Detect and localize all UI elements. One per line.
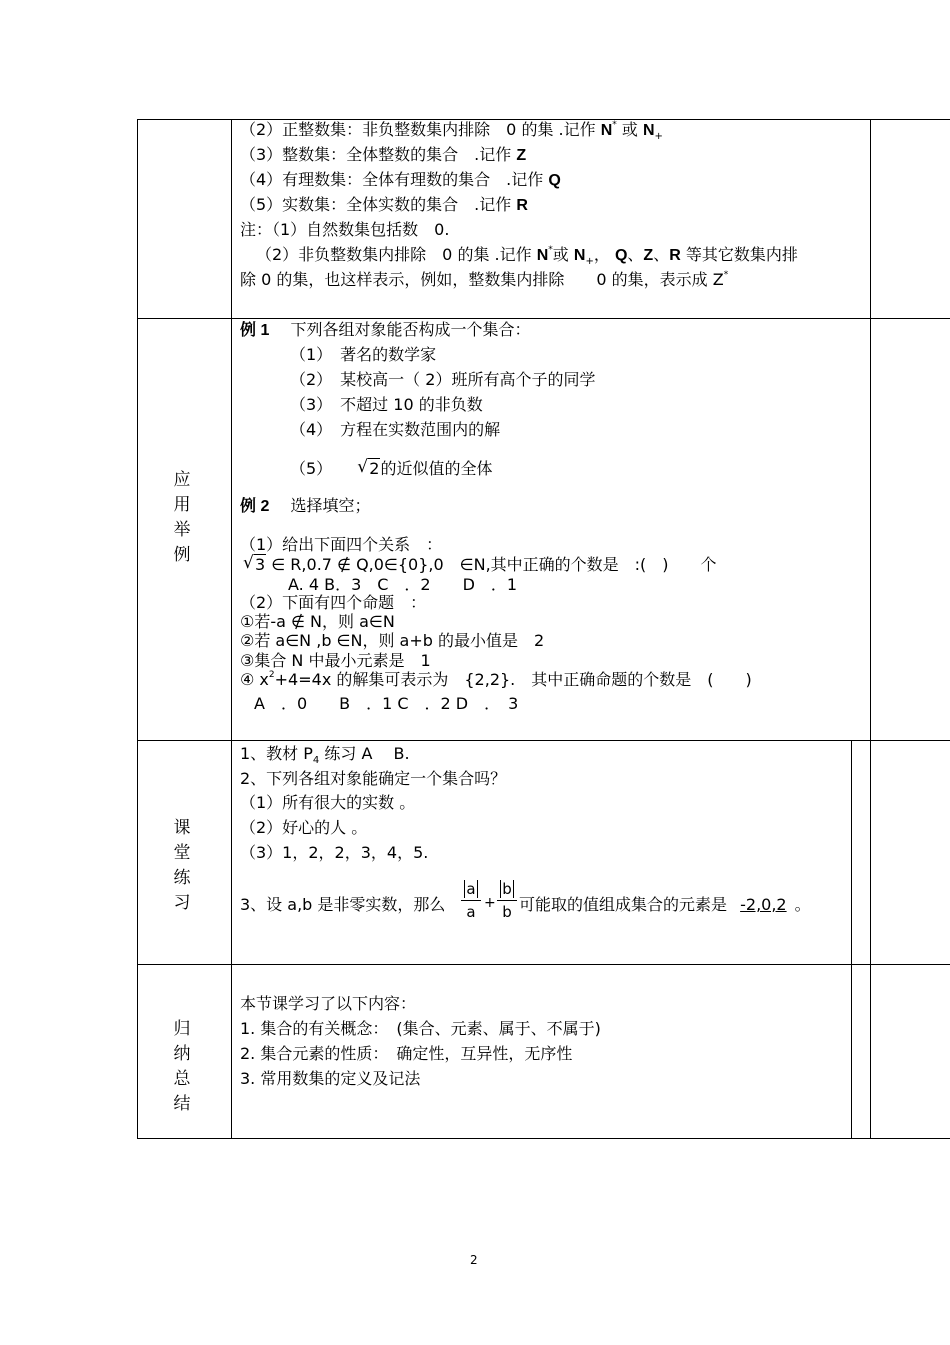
symbol-n: N: [573, 247, 586, 264]
text: ④ x: [240, 670, 269, 689]
page-number: 2: [470, 1253, 478, 1267]
question-1-title: （1）给出下面四个关系 ：: [240, 535, 443, 554]
superscript: *: [723, 270, 729, 280]
proposition: ③集合 N 中最小元素是 1: [240, 651, 431, 670]
example-1-title: [240, 320, 530, 341]
text: ∈ R,0.7 ∉ Q,0∈{0},0 ∈N,其中正确的个数是 :( ) 个: [271, 555, 717, 574]
subscript: 4: [312, 755, 320, 766]
list-item: （3） 不超过 10 的非负数: [290, 395, 483, 414]
column-divider-right: [870, 119, 871, 1139]
proposition: ①若-a ∉ N，则 a∈N: [240, 612, 395, 631]
label-char: 结: [173, 1094, 191, 1114]
label-char: 归: [173, 1019, 191, 1039]
practice-3-suffix: [519, 895, 811, 915]
text: 或: [616, 120, 643, 139]
table-border-bottom: [137, 1138, 950, 1139]
symbol-n: N: [642, 122, 655, 139]
text: （2）非负整数集内排除 0 的集 .记作: [256, 245, 532, 264]
subscript: +: [585, 256, 594, 267]
label-char: 用: [173, 495, 191, 515]
number-set-reals: [240, 195, 528, 216]
text: （5）: [290, 459, 333, 478]
note-2-continued: [240, 270, 728, 293]
summary-item: 1. 集合的有关概念： (集合、元素、属于、不属于): [240, 1019, 601, 1038]
symbol-q: Q: [548, 172, 561, 189]
symbol-r: R: [669, 247, 681, 264]
text: （4）有理数集：全体有理数的集合 .记作: [240, 170, 544, 189]
symbol-n: N: [536, 247, 549, 264]
denominator: b: [502, 903, 512, 921]
label-char: 举: [173, 520, 191, 540]
plus-sign: +: [484, 895, 496, 911]
radical-sign: √: [357, 457, 369, 477]
row-divider-1: [137, 318, 950, 319]
radicand: 2: [369, 459, 380, 478]
subscript: +: [654, 131, 663, 142]
example-number: 例 1: [240, 322, 270, 339]
list-item: （4） 方程在实数范围内的解: [290, 420, 501, 439]
text: 或: [552, 245, 569, 264]
text: （2）正整数集：非负整数集内排除 0 的集 .记作: [240, 120, 596, 139]
fraction-abs-b-over-b: [497, 880, 517, 921]
text: 、: [627, 245, 644, 264]
sqrt-expression: [357, 459, 380, 479]
summary-intro: 本节课学习了以下内容：: [240, 994, 417, 1013]
text: 的近似值的全体: [380, 459, 493, 478]
summary-item: 2. 集合元素的性质： 确定性，互异性，无序性: [240, 1044, 573, 1063]
note-2: [256, 245, 798, 268]
column-divider-label: [231, 119, 232, 1139]
label-char: 应: [173, 470, 191, 490]
text: ，: [593, 245, 610, 264]
label-char: 例: [173, 545, 191, 565]
proposition: [240, 670, 752, 693]
text: 。: [794, 895, 811, 914]
text: （5）实数集：全体实数的集合 .记作: [240, 195, 512, 214]
practice-3-prefix: 3、设 a,b 是非零实数，那么: [240, 895, 446, 914]
text: 1、教材 P: [240, 744, 313, 763]
symbol-r: R: [516, 197, 528, 214]
fraction-bar: [497, 900, 517, 901]
answer-blank: -2,0,2: [740, 895, 787, 914]
label-char: 堂: [173, 843, 191, 863]
superscript: 2: [268, 670, 275, 680]
proposition: ②若 a∈N ,b ∈N，则 a+b 的最小值是 2: [240, 631, 545, 650]
list-item: [290, 459, 492, 479]
numerator: b: [502, 880, 512, 898]
question-2-title: （2）下面有四个命题 ：: [240, 593, 427, 612]
text: +4=4x 的解集可表示为 {2,2}. 其中正确命题的个数是 ( ): [274, 670, 752, 689]
row-divider-2: [137, 740, 950, 741]
number-set-positive-integers: [240, 120, 663, 143]
number-set-integers: [240, 145, 526, 166]
question-1-options: A. 4 B．3 C ．2 D ．1: [288, 575, 518, 594]
superscript: *: [548, 245, 553, 255]
question-1-relations: [243, 555, 717, 575]
column-divider-inner: [851, 740, 852, 1139]
number-set-rationals: [240, 170, 561, 191]
list-item: （2）好心的人 。: [240, 818, 368, 837]
symbol-z: Z: [643, 247, 654, 264]
example-number: 例 2: [240, 498, 270, 515]
label-char: 总: [173, 1069, 191, 1089]
symbol-z: Z: [516, 147, 527, 164]
numerator: a: [466, 880, 476, 898]
symbol-z: Z: [712, 270, 724, 289]
summary-item: 3. 常用数集的定义及记法: [240, 1069, 421, 1088]
note-1: 注：（1）自然数集包括数 0.: [240, 220, 450, 239]
row-divider-3: [137, 964, 950, 965]
example-text: 选择填空；: [290, 496, 371, 515]
text: 除 0 的集，也这样表示，例如，整数集内排除 0 的集，表示成: [240, 270, 708, 289]
symbol-n: N: [600, 122, 613, 139]
list-item: （3）1，2，2，3，4，5.: [240, 843, 429, 862]
text: 等其它数集内排: [680, 245, 798, 264]
superscript: *: [612, 120, 617, 130]
table-border-left: [137, 119, 138, 1139]
fraction-bar: [461, 900, 481, 901]
list-item: （2） 某校高一（ 2）班所有高个子的同学: [290, 370, 596, 389]
question-2-options: A ．0 B ．1 C ．2 D ． 3: [254, 694, 519, 713]
symbol-q: Q: [614, 247, 628, 264]
practice-1: [240, 744, 410, 767]
text: 练习 A B.: [319, 744, 410, 763]
practice-2: 2、下列各组对象能确定一个集合吗？: [240, 769, 507, 788]
label-char: 课: [173, 818, 191, 838]
label-char: 纳: [173, 1044, 191, 1064]
example-text: 下列各组对象能否构成一个集合：: [290, 320, 531, 339]
radical-sign: √: [243, 553, 254, 573]
denominator: a: [466, 903, 476, 921]
list-item: （1）所有很大的实数 。: [240, 793, 416, 812]
radicand: 3: [255, 555, 266, 574]
label-char: 习: [173, 893, 191, 913]
sqrt-expression: [243, 555, 266, 575]
text: （3）整数集：全体整数的集合 .记作: [240, 145, 512, 164]
label-char: 练: [173, 868, 191, 888]
text: 可能取的值组成集合的元素是: [519, 895, 728, 914]
fraction-abs-a-over-a: [461, 880, 481, 921]
list-item: （1） 著名的数学家: [290, 345, 437, 364]
text: 、: [653, 245, 670, 264]
example-2-title: [240, 496, 370, 517]
